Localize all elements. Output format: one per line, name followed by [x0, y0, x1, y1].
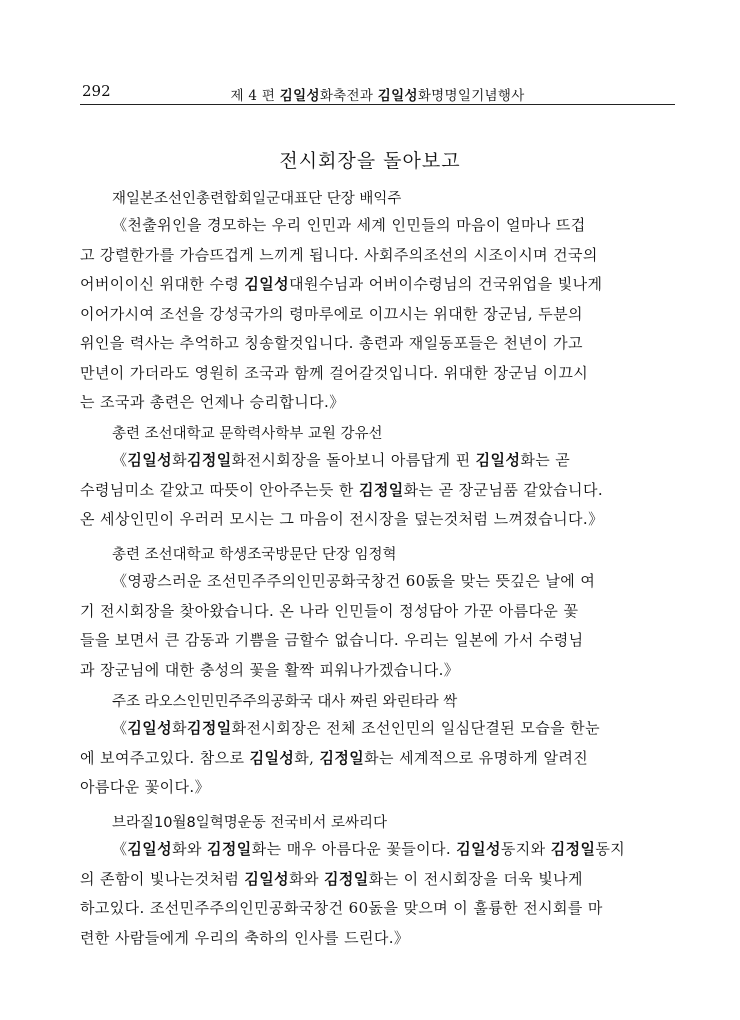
body-text: 어버이이신 위대한 수령	[80, 275, 245, 293]
body-text: 고 강렬한가를 가슴뜨겁게 느끼게 됩니다. 사회주의조선의 시조이시며 건국의	[80, 245, 598, 264]
bold-name: 김일성	[127, 840, 173, 858]
body-text: 화와	[172, 840, 208, 858]
body-text: 기 전시회장을 찾아왔습니다. 온 나라 인민들이 정성담아 가꾼 아름다운 꽃	[80, 601, 579, 620]
body-line	[80, 714, 678, 744]
comment-section	[80, 422, 678, 535]
body-line	[80, 505, 678, 535]
body-line	[80, 359, 678, 389]
bold-name: 김일성	[244, 275, 290, 293]
body-line	[80, 924, 678, 954]
header-text: 화명명일기념행사	[417, 88, 525, 104]
bold-name: 김일성	[127, 719, 173, 737]
body-text: 《	[112, 840, 128, 858]
body-line	[80, 656, 678, 686]
speaker-line: 총련 조선대학교 학생조국방문단 단장 임정혁	[112, 547, 397, 563]
bold-name: 김정일	[550, 840, 596, 858]
bold-name: 김일성	[456, 840, 501, 858]
body-text: 화전시회장을 돌아보니 아름답게 핀	[231, 451, 476, 469]
body-line	[80, 388, 678, 418]
body-text: 만년이 가더라도 영원히 조국과 함께 걸어갈것입니다. 위대한 장군님 이끄시	[80, 363, 589, 382]
body-text: 아름다운 꽃이다.》	[80, 778, 210, 796]
body-line	[80, 744, 678, 774]
body-text: 과 장군님에 대한 충성의 꽃을 활짝 피워나가겠습니다.》	[80, 660, 460, 679]
body-line	[80, 329, 678, 359]
speaker-line: 브라질10월8일혁명운동 전국비서 로싸리다	[112, 815, 388, 831]
header-bold-name: 김일성	[279, 88, 320, 104]
body-text: 는 조국과 총련은 언제나 승리합니다.》	[80, 393, 345, 411]
body-line	[80, 567, 678, 597]
body-line	[80, 597, 678, 627]
body-text: 화는 이 전시회장을 더욱 빛나게	[368, 869, 583, 888]
bold-name: 김정일	[186, 451, 232, 469]
body-text: 련한 사람들에게 우리의 축하의 인사를 드린다.》	[80, 928, 410, 947]
body-text: 온 세상인민이 우러러 모시는 그 마음이 전시장을 덮는것처럼 느껴졌습니다.》	[80, 510, 604, 528]
body-text: 화전시회장은 전체 조선인민의 일심단결된 모습을 한눈	[231, 719, 600, 737]
comment-section	[80, 690, 678, 803]
speaker-line: 총련 조선대학교 문학력사학부 교원 강유선	[112, 426, 383, 442]
body-text: 《천출위인을 경모하는 우리 인민과 세계 인민들의 마음이 얼마나 뜨겁	[112, 216, 586, 234]
body-text: 화는 세계적으로 유명하게 알려진	[364, 748, 589, 767]
bold-name: 김일성	[127, 451, 173, 469]
header-rule	[80, 104, 675, 105]
comment-section	[80, 811, 678, 953]
body-line	[80, 626, 678, 656]
body-text: 화	[172, 719, 187, 737]
body-line	[80, 773, 678, 803]
body-text: 의 존함이 빛나는것처럼	[80, 869, 245, 888]
page-number: 292	[82, 82, 111, 100]
bold-name: 김정일	[324, 869, 369, 888]
body-text: 화	[172, 451, 187, 469]
header-text: 화축전과	[319, 88, 378, 104]
body-line	[80, 894, 678, 924]
running-header-title	[80, 84, 675, 104]
body-text: 화,	[294, 748, 320, 767]
body-text: 이어가시여 조선을 강성국가의 령마루에로 이끄시는 위대한 장군님, 두분의	[80, 304, 583, 323]
header-bold-name: 김일성	[377, 88, 418, 104]
body-text: 대원수님과 어버이수령님의 건국위업을 빛나게	[289, 275, 603, 293]
body-text: 수령님미소 같았고 따뜻이 안아주는듯 한	[80, 480, 359, 499]
body-text: 들을 보면서 큰 감동과 기쁨을 금할수 없습니다. 우리는 일본에 가서 수령님	[80, 631, 584, 649]
body-line	[80, 211, 678, 241]
body-text: 《	[112, 719, 128, 737]
comment-section	[80, 543, 678, 685]
body-text: 동지와	[500, 840, 551, 858]
header-text: 제 4 편	[230, 88, 280, 104]
body-text: 화는 매우 아름다운 꽃들이다.	[251, 840, 457, 858]
body-text: 화는 곧	[520, 451, 571, 469]
body-line	[80, 446, 678, 476]
body-text: 위인을 력사는 추억하고 칭송할것입니다. 총련과 재일동포들은 천년이 가고	[80, 334, 583, 352]
body-line	[80, 476, 678, 506]
body-text: 화와	[289, 869, 325, 888]
article-title: 전시회장을 돌아보고	[279, 150, 461, 172]
body-line	[80, 241, 678, 271]
bold-name: 김정일	[358, 480, 404, 499]
body-text: 《영광스러운 조선민주주의인민공화국창건 60돐을 맞는 뜻깊은 날에 여	[112, 572, 596, 590]
body-line	[80, 300, 678, 330]
body-line	[80, 835, 678, 865]
bold-name: 김정일	[319, 748, 365, 767]
body-text: 《	[112, 451, 128, 469]
bold-name: 김정일	[207, 840, 252, 858]
body-text: 에 보여주고있다. 참으로	[80, 748, 250, 767]
bold-name: 김일성	[249, 748, 295, 767]
body-text: 동지	[595, 840, 626, 858]
bold-name: 김일성	[475, 451, 521, 469]
body-text: 하고있다. 조선민주주의인민공화국창건 60돐을 맞으며 이 훌륭한 전시회를 마	[80, 899, 603, 917]
speaker-line: 주조 라오스인민민주주의공화국 대사 짜린 와린타라 싹	[112, 694, 458, 710]
bold-name: 김정일	[186, 719, 232, 737]
body-line	[80, 865, 678, 895]
body-text: 화는 곧 장군님품 같았습니다.	[403, 480, 604, 499]
comment-section	[80, 187, 678, 418]
body-line	[80, 270, 678, 300]
bold-name: 김일성	[244, 869, 290, 888]
speaker-line: 재일본조선인총련합회일군대표단 단장 배익주	[112, 191, 402, 207]
